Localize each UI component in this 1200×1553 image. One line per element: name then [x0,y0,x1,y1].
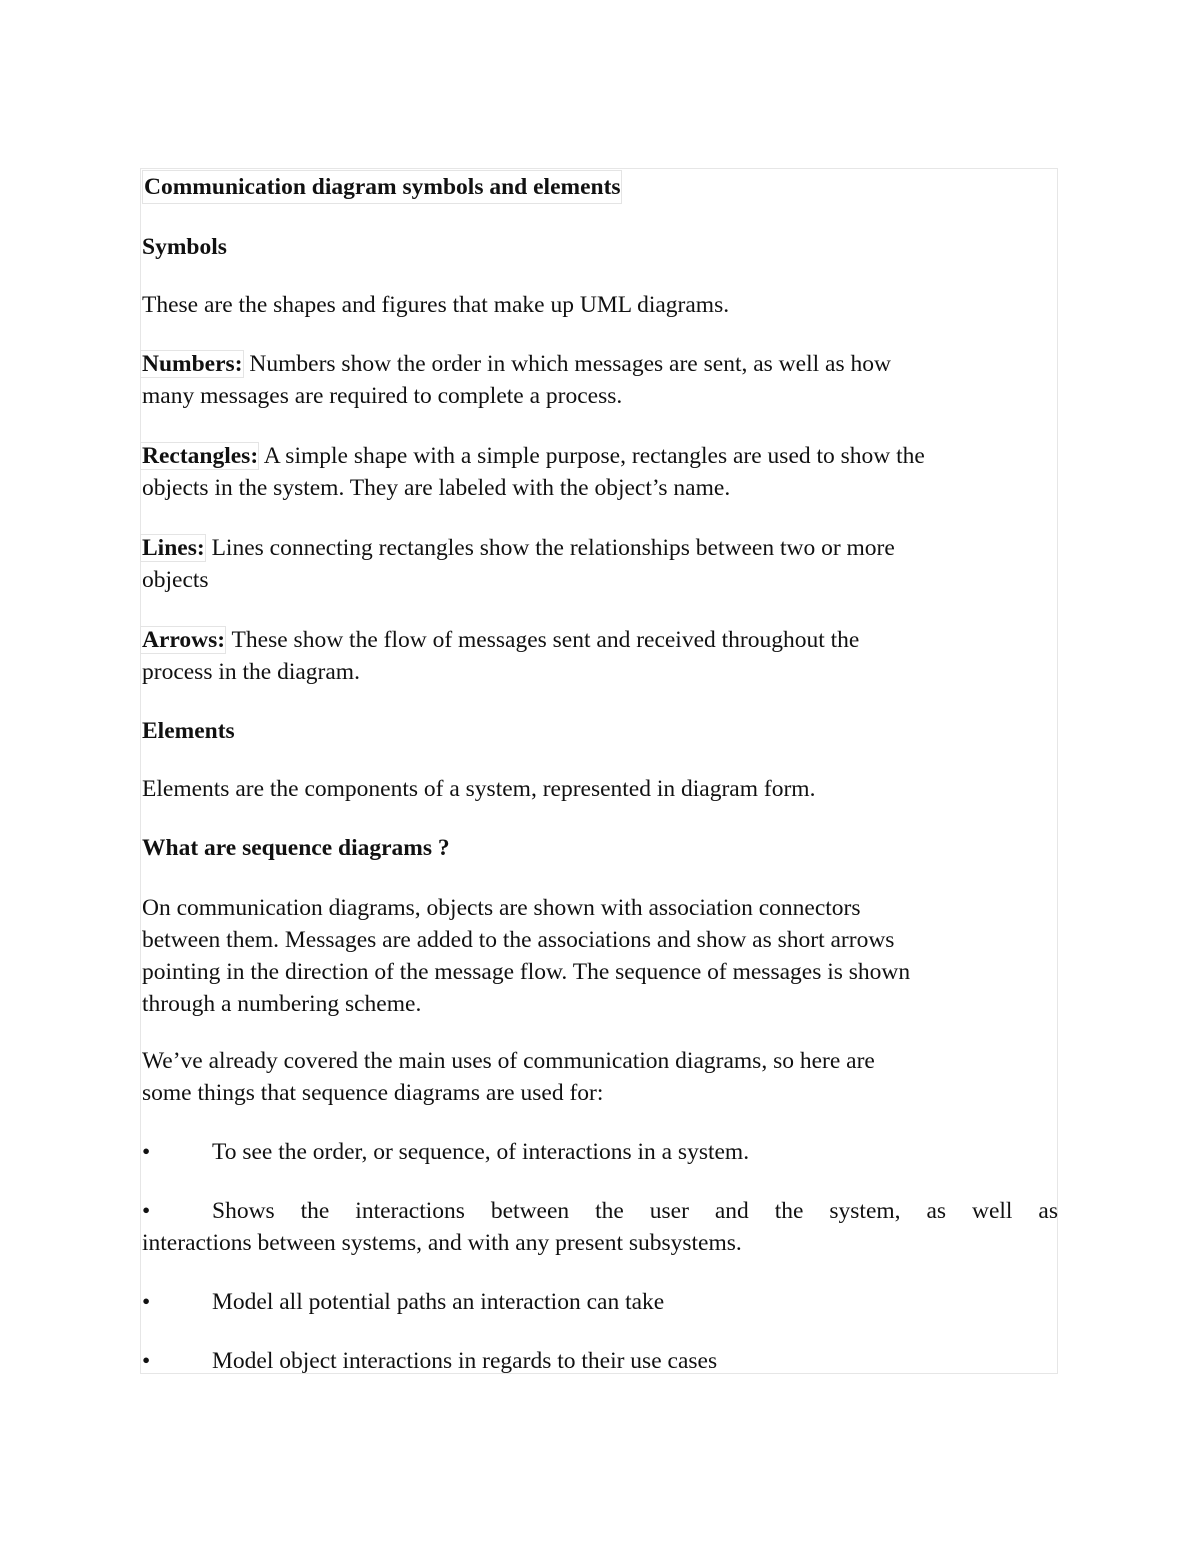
definition-lines [142,532,1058,596]
paragraph-line: On communication diagrams, objects are shown with association connectors [142,895,861,921]
elements-heading: Elements [142,718,235,744]
uses-paragraph [142,1045,1058,1109]
bullet-icon: • [142,1139,151,1165]
definition-line: objects in the system. They are labeled with the object’s name. [142,475,731,501]
definition-text: These show the flow of messages sent and received throughout the [226,627,860,653]
definition-line [142,532,1058,564]
definition-numbers [142,348,1058,412]
definition-term: Lines: [142,535,205,561]
definition-line: many messages are required to complete a process. [142,383,623,409]
bullet-line [142,1136,1058,1168]
bullet-icon: • [142,1198,151,1224]
paragraph-line: through a numbering scheme. [142,991,422,1017]
definition-line [142,624,1058,656]
bullet-line [142,1195,1058,1227]
definition-line: objects [142,567,209,593]
list-item [142,1136,1058,1168]
bullet-text: Model all potential paths an interaction can take [212,1289,665,1315]
bullet-line [142,1286,1058,1318]
definition-text: Numbers show the order in which messages are sent, as well as how [243,351,891,377]
definition-term: Numbers: [142,351,243,377]
paragraph-line: some things that sequence diagrams are used for: [142,1080,604,1106]
paragraph-line: between them. Messages are added to the associations and show as short arrows [142,927,895,953]
bullet-line [142,1345,1058,1377]
list-item [142,1195,1058,1259]
definition-line [142,440,1058,472]
definition-term: Rectangles: [142,443,259,469]
bullet-text: Model object interactions in regards to their use cases [212,1348,718,1374]
symbols-heading: Symbols [142,234,227,260]
bullet-line-continued: interactions between systems, and with any present subsystems. [142,1230,742,1256]
elements-intro: Elements are the components of a system, represented in diagram form. [142,776,816,802]
sequence-heading: What are sequence diagrams ? [142,835,450,861]
definition-line: process in the diagram. [142,659,360,685]
paragraph-line: We’ve already covered the main uses of communication diagrams, so here are [142,1048,875,1074]
definition-rectangles [142,440,1058,504]
paragraph-line: pointing in the direction of the message flow. The sequence of messages is shown [142,959,911,985]
definition-term: Arrows: [142,627,226,653]
list-item [142,1345,1058,1377]
list-item [142,1286,1058,1318]
definition-text: A simple shape with a simple purpose, rectangles are used to show the [259,443,925,469]
sequence-paragraph [142,892,1058,1020]
bullet-icon: • [142,1348,151,1374]
bullet-text: To see the order, or sequence, of interactions in a system. [212,1139,750,1165]
definition-line [142,348,1058,380]
definition-arrows [142,624,1058,688]
bullet-icon: • [142,1289,151,1315]
definition-text: Lines connecting rectangles show the relationships between two or more [205,535,895,561]
document-title: Communication diagram symbols and elements [142,170,622,204]
bullet-text: Shows the interactions between the user and the system, as well as [212,1198,1058,1224]
symbols-intro: These are the shapes and figures that make up UML diagrams. [142,292,730,318]
